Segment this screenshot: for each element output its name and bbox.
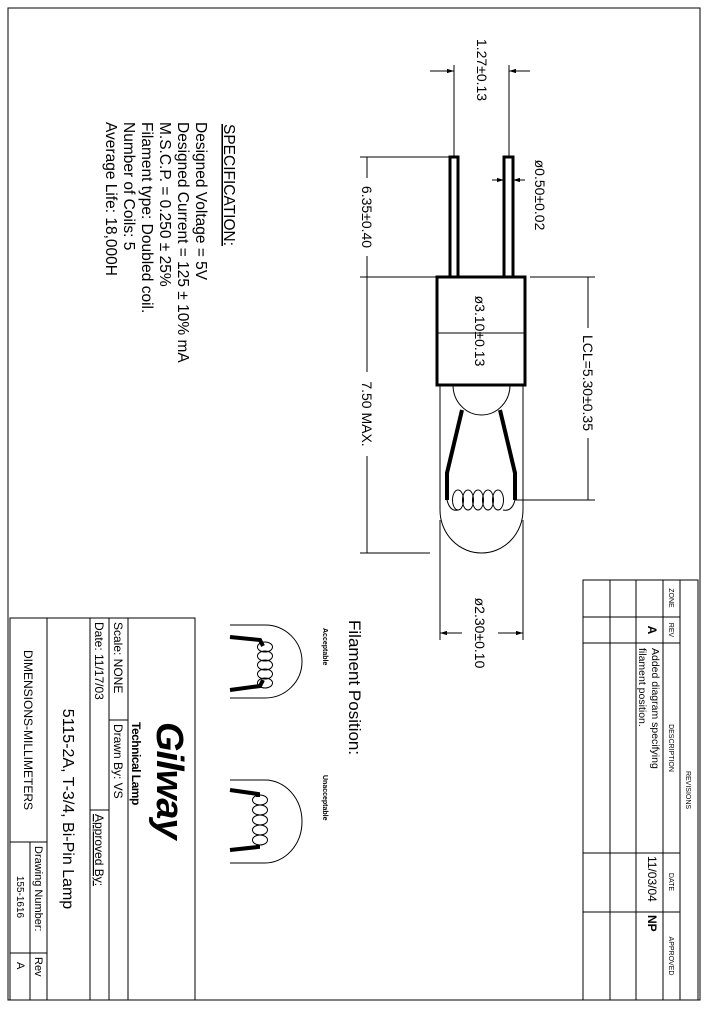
pin <box>450 157 458 277</box>
header-approved: APPROVED <box>667 936 674 976</box>
spec-title: SPECIFICATION: <box>220 124 237 247</box>
rev-label: Rev <box>32 957 44 977</box>
unacceptable-label: Unacceptable <box>321 775 328 821</box>
overall-length-dimension: 7.50 MAX. <box>359 381 375 447</box>
drawing-number: 155-1616 <box>14 875 25 919</box>
glass-bulb <box>440 385 523 553</box>
filament-position-title: Filament Position: <box>345 620 364 756</box>
specification <box>102 122 237 363</box>
pin <box>504 157 513 277</box>
pin-diameter-dimension: ø0.50±0.02 <box>532 159 548 231</box>
spec-line: Number of Coils: 5 <box>120 122 137 251</box>
lcl-dimension: LCL=5.30±0.35 <box>580 334 596 432</box>
filament-position <box>230 620 364 863</box>
revision-rev: A <box>645 625 659 635</box>
drawn-by-field: Drawn By: VS <box>111 724 125 799</box>
spec-line: M.S.C.P. = 0.250 ± 25% <box>156 122 173 287</box>
revision-date: 11/03/04 <box>645 856 659 902</box>
pin-spacing-dimension: 1.27±0.13 <box>474 38 490 102</box>
revisions-table <box>583 580 698 1000</box>
units-note: DIMENSIONS-MILLIMETERS <box>21 649 35 811</box>
rev-value: A <box>14 962 26 970</box>
acceptable-diagram <box>230 625 302 698</box>
date-field: Date: 11/17/03 <box>92 622 106 700</box>
spec-line: Average Life: 18,000H <box>102 122 119 276</box>
revision-approved: NP <box>645 915 659 932</box>
header-zone: ZONE <box>667 588 674 608</box>
header-date: DATE <box>667 872 674 892</box>
title-block <box>10 618 195 1000</box>
spec-line: Designed Voltage = 5V <box>192 122 209 281</box>
scale-field: Scale: NONE <box>111 622 125 694</box>
gilway-logo: Gilway <box>148 722 190 839</box>
drawing-title: 5115-2A, T-3/4, Bi-Pin Lamp <box>59 708 76 910</box>
header-description: DESCRIPTION <box>667 724 674 772</box>
lamp-drawing <box>437 157 525 553</box>
header-rev: REV <box>667 622 674 638</box>
pin-length-dimension: 6.35±0.40 <box>359 185 375 249</box>
unacceptable-diagram <box>230 780 302 863</box>
bulb-diameter-dimension: ø2.30±0.10 <box>472 597 488 669</box>
revision-description: Added diagram specifying <box>649 648 661 769</box>
filament-coil <box>447 490 515 510</box>
drawing-number-label: Drawing Number: <box>32 846 44 932</box>
revisions-title: REVISIONS <box>684 770 691 810</box>
base-diameter-label: ø3.10±0.13 <box>472 295 488 367</box>
approved-by-field: Approved By: <box>92 814 106 887</box>
acceptable-label: Acceptable <box>321 628 328 666</box>
spec-line: Filament type: Doubled coil. <box>138 122 155 314</box>
gilway-logo-subtitle: Technical Lamp <box>129 722 143 805</box>
lead-wire <box>447 410 462 500</box>
revision-description: filament position. <box>636 648 648 727</box>
spec-line: Designed Current = 125 ± 10% mA <box>174 122 191 363</box>
lead-wire <box>500 410 515 500</box>
